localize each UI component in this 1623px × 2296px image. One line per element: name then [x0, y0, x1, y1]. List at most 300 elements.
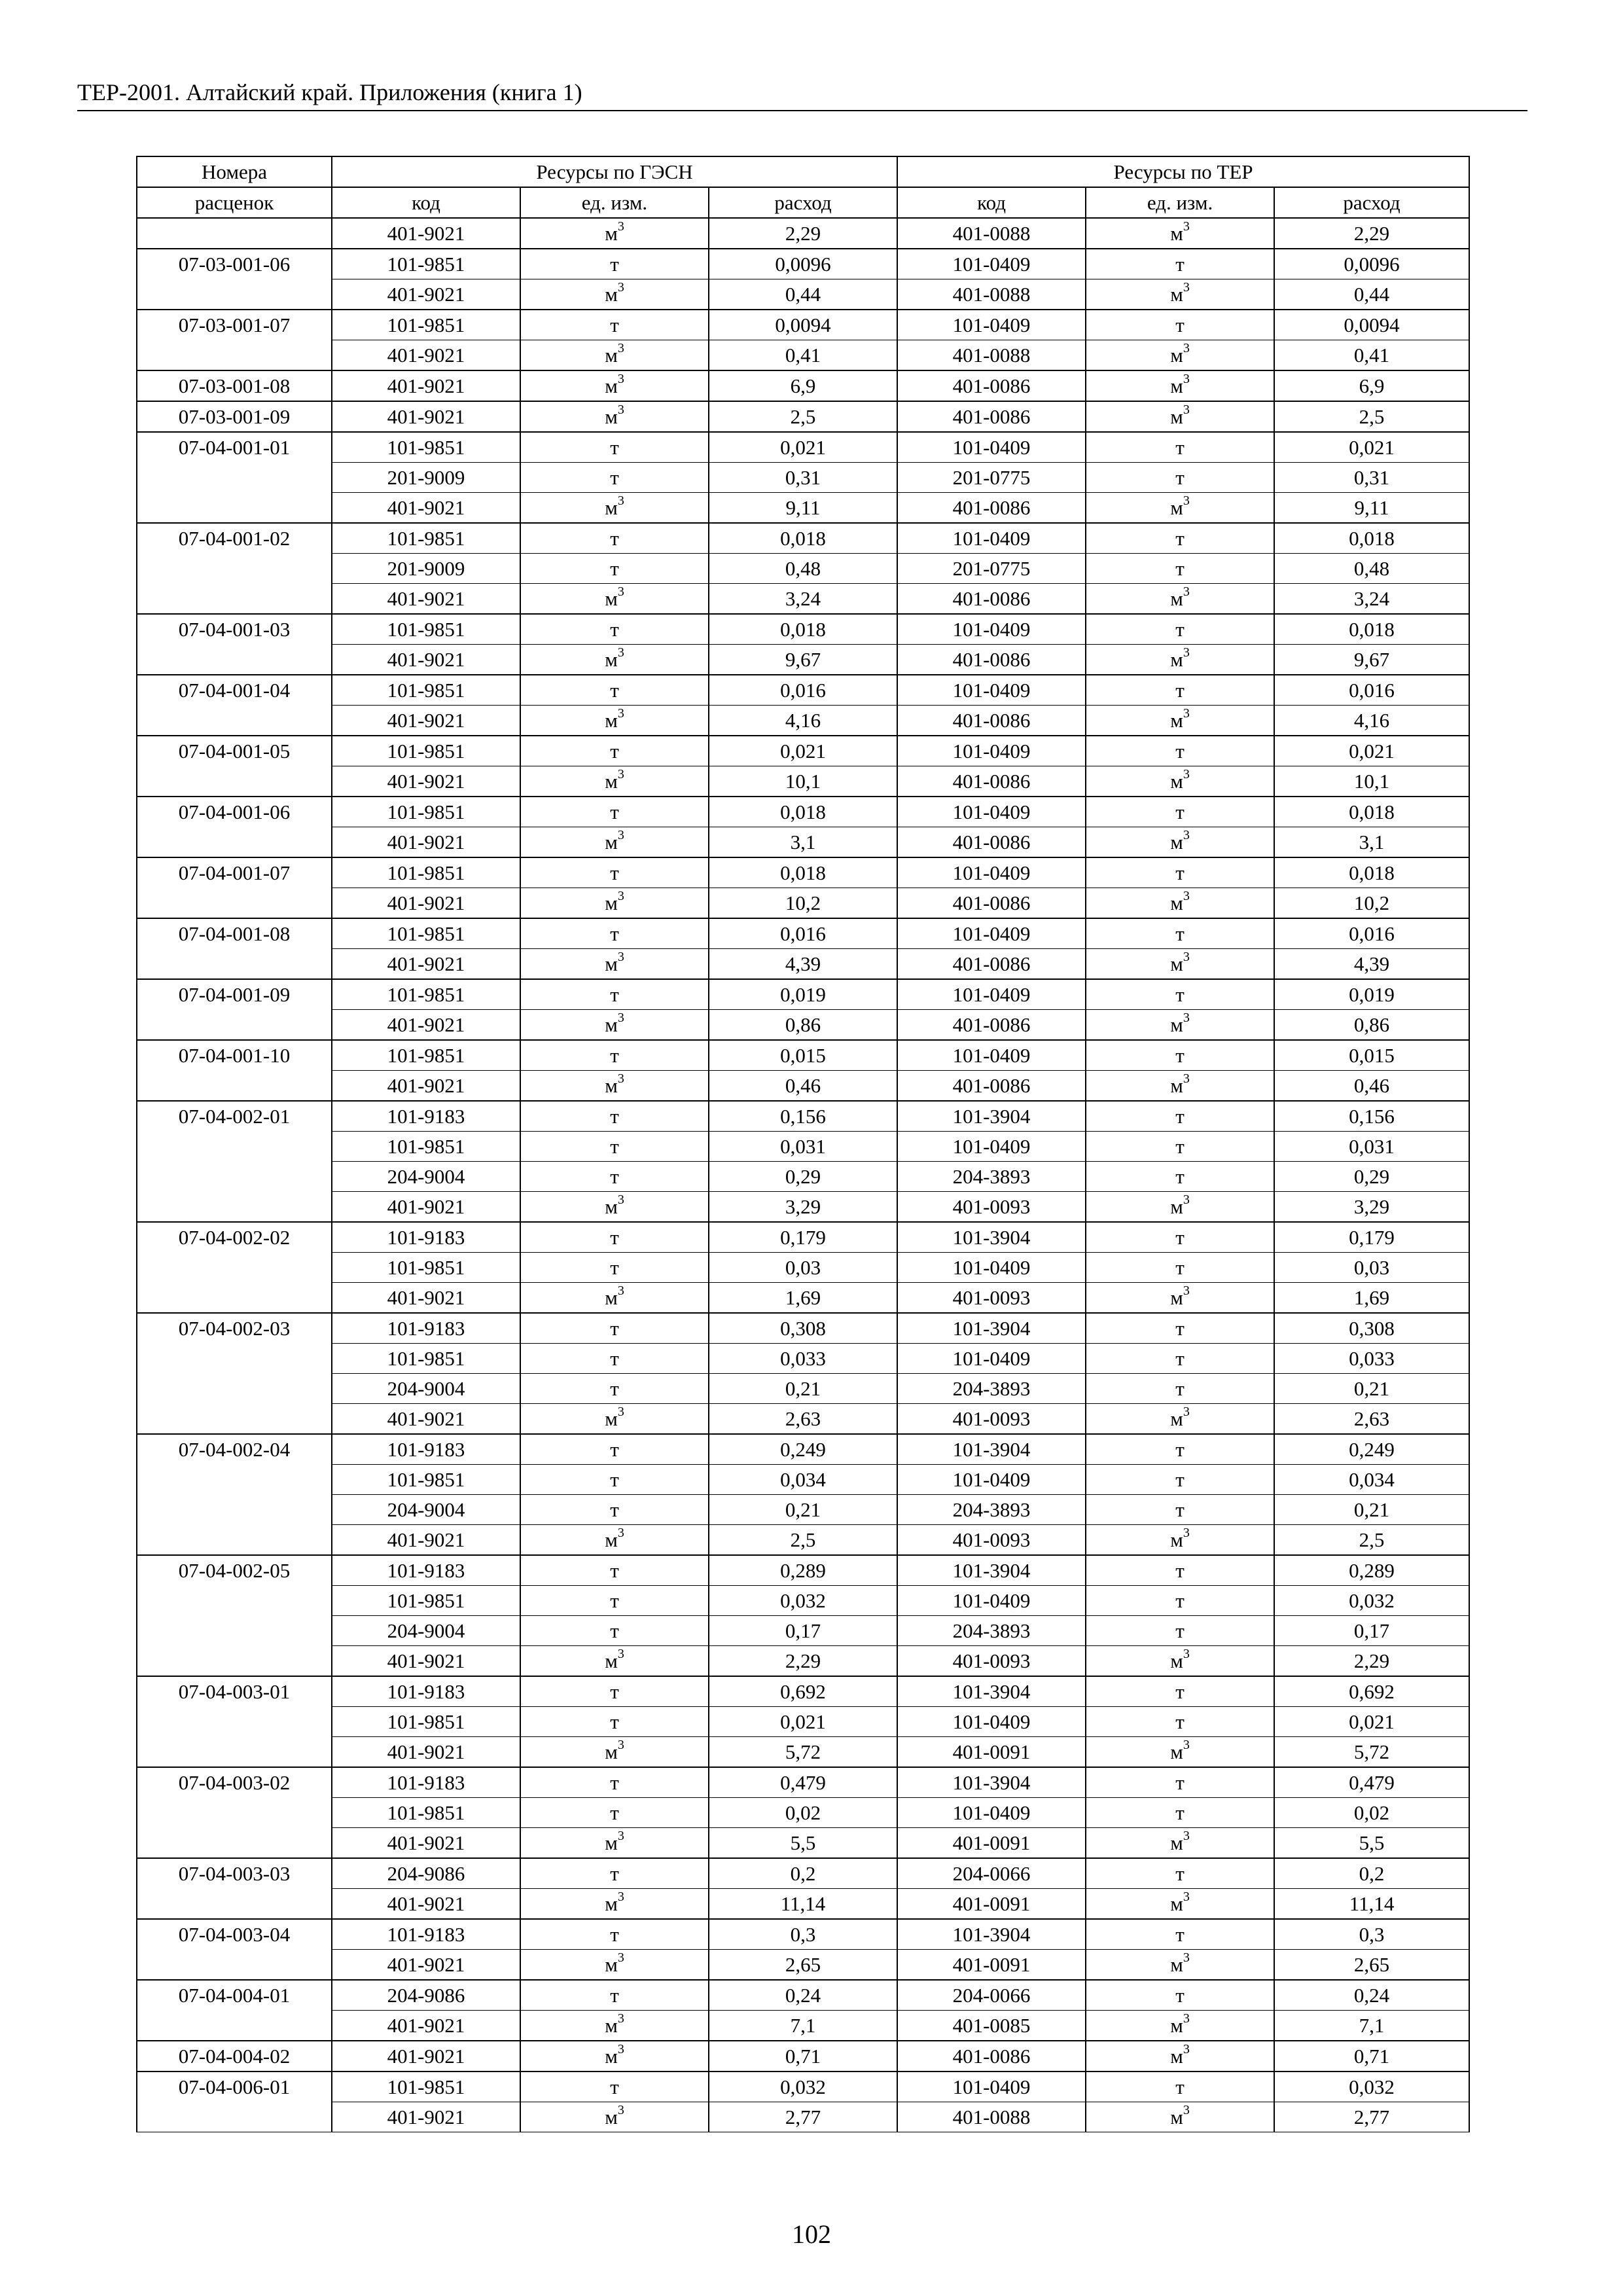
ter-code: 401-0093 — [897, 1192, 1086, 1223]
gesn-code: 204-9086 — [332, 1858, 520, 1889]
ter-code: 401-0086 — [897, 2041, 1086, 2072]
gesn-code: 101-9851 — [332, 1586, 520, 1616]
ter-amount: 10,2 — [1274, 888, 1469, 919]
ter-unit: $м^3$ — [1086, 218, 1274, 249]
gesn-code: 101-9851 — [332, 918, 520, 949]
exponent: 3 — [617, 2011, 624, 2026]
gesn-code: 101-9851 — [332, 1707, 520, 1737]
ter-code: 101-0409 — [897, 1465, 1086, 1495]
ter-code: 101-3904 — [897, 1555, 1086, 1586]
gesn-amount: 0,86 — [709, 1010, 897, 1041]
ter-amount: 10,1 — [1274, 766, 1469, 797]
gesn-amount: 0,308 — [709, 1313, 897, 1344]
exponent: 3 — [1183, 827, 1190, 842]
rate-number: 07-04-001-10 — [137, 1040, 332, 1101]
gesn-unit: т — [520, 1465, 709, 1495]
ter-amount: 7,1 — [1274, 2011, 1469, 2041]
gesn-unit: $м^3$ — [520, 766, 709, 797]
gesn-amount: 9,11 — [709, 493, 897, 524]
gesn-unit: т — [520, 523, 709, 554]
gesn-unit: т — [520, 249, 709, 279]
ter-amount: 0,021 — [1274, 736, 1469, 766]
gesn-amount: 0,034 — [709, 1465, 897, 1495]
ter-unit: т — [1086, 675, 1274, 706]
ter-unit: т — [1086, 2072, 1274, 2102]
ter-amount: 0,018 — [1274, 523, 1469, 554]
gesn-amount: 0,016 — [709, 918, 897, 949]
exponent: 3 — [1183, 2041, 1190, 2056]
gesn-amount: 0,019 — [709, 979, 897, 1010]
ter-unit: $м^3$ — [1086, 706, 1274, 736]
gesn-unit: т — [520, 463, 709, 493]
ter-code: 401-0086 — [897, 706, 1086, 736]
exponent: 3 — [1183, 1828, 1190, 1843]
ter-unit: т — [1086, 1555, 1274, 1586]
ter-amount: 0,289 — [1274, 1555, 1469, 1586]
rate-number: 07-03-001-06 — [137, 249, 332, 310]
table-row — [137, 340, 1469, 371]
table-row — [137, 736, 1469, 766]
exponent: 3 — [617, 1525, 624, 1540]
gesn-unit: т — [520, 1858, 709, 1889]
gesn-unit: т — [520, 554, 709, 584]
table-row — [137, 1313, 1469, 1344]
table-row — [137, 1344, 1469, 1374]
table-row — [137, 493, 1469, 524]
ter-amount: 2,29 — [1274, 218, 1469, 249]
gesn-code: 101-9851 — [332, 675, 520, 706]
ter-amount: 0,308 — [1274, 1313, 1469, 1344]
ter-amount: 0,179 — [1274, 1222, 1469, 1253]
ter-unit: т — [1086, 614, 1274, 645]
table-row — [137, 1707, 1469, 1737]
ter-amount: 0,018 — [1274, 797, 1469, 827]
gesn-code: 401-9021 — [332, 401, 520, 432]
ter-code: 204-3893 — [897, 1162, 1086, 1192]
gesn-amount: 0,21 — [709, 1495, 897, 1525]
exponent: 3 — [617, 645, 624, 660]
ter-unit: т — [1086, 1495, 1274, 1525]
gesn-unit: $м^3$ — [520, 2011, 709, 2041]
rate-number: 07-04-004-02 — [137, 2041, 332, 2072]
table-row — [137, 249, 1469, 279]
ter-amount: 5,72 — [1274, 1737, 1469, 1768]
resource-table — [136, 156, 1470, 2132]
ter-unit: $м^3$ — [1086, 2041, 1274, 2072]
gesn-unit: т — [520, 1676, 709, 1707]
ter-unit: $м^3$ — [1086, 1010, 1274, 1041]
table-row — [137, 1919, 1469, 1950]
ter-code: 401-0086 — [897, 827, 1086, 858]
gesn-code: 101-9183 — [332, 1101, 520, 1132]
ter-code: 401-0093 — [897, 1646, 1086, 1677]
rate-number: 07-03-001-08 — [137, 370, 332, 401]
ter-unit: т — [1086, 432, 1274, 463]
exponent: 3 — [617, 949, 624, 964]
gesn-code: 401-9021 — [332, 1192, 520, 1223]
ter-amount: 3,1 — [1274, 827, 1469, 858]
exponent: 3 — [617, 1646, 624, 1661]
ter-code: 401-0091 — [897, 1828, 1086, 1859]
table-row — [137, 1889, 1469, 1920]
rate-number: 07-04-001-09 — [137, 979, 332, 1040]
ter-code: 204-3893 — [897, 1495, 1086, 1525]
ter-unit: т — [1086, 1253, 1274, 1283]
ter-unit: $м^3$ — [1086, 888, 1274, 919]
ter-code: 101-0409 — [897, 614, 1086, 645]
ter-code: 401-0088 — [897, 2102, 1086, 2132]
rate-number: 07-04-003-01 — [137, 1676, 332, 1767]
table-row — [137, 310, 1469, 340]
gesn-amount: 0,02 — [709, 1798, 897, 1828]
table-row — [137, 1101, 1469, 1132]
gesn-amount: 10,2 — [709, 888, 897, 919]
ter-amount: 2,5 — [1274, 1525, 1469, 1556]
table-row — [137, 1980, 1469, 2011]
ter-amount: 0,44 — [1274, 279, 1469, 310]
ter-code: 204-3893 — [897, 1616, 1086, 1646]
ter-code: 401-0086 — [897, 1010, 1086, 1041]
ter-unit: $м^3$ — [1086, 2011, 1274, 2041]
ter-unit: $м^3$ — [1086, 401, 1274, 432]
ter-amount: 9,11 — [1274, 493, 1469, 524]
table-row — [137, 1858, 1469, 1889]
gesn-unit: т — [520, 1798, 709, 1828]
ter-code: 401-0085 — [897, 2011, 1086, 2041]
ter-amount: 2,65 — [1274, 1950, 1469, 1981]
exponent: 3 — [617, 766, 624, 781]
rate-number: 07-04-001-08 — [137, 918, 332, 979]
exponent: 3 — [1183, 706, 1190, 721]
gesn-code: 101-9851 — [332, 857, 520, 888]
table-row — [137, 797, 1469, 827]
gesn-code: 101-9851 — [332, 1465, 520, 1495]
table-row — [137, 645, 1469, 675]
exponent: 3 — [1183, 1010, 1190, 1025]
gesn-code: 101-9183 — [332, 1434, 520, 1465]
ter-amount: 0,019 — [1274, 979, 1469, 1010]
table-row — [137, 370, 1469, 401]
header-gesn-group: Ресурсы по ГЭСН — [332, 156, 897, 187]
ter-code: 401-0091 — [897, 1950, 1086, 1981]
ter-amount: 0,29 — [1274, 1162, 1469, 1192]
gesn-code: 204-9004 — [332, 1616, 520, 1646]
header-gesn-code: код — [332, 187, 520, 218]
table-row — [137, 857, 1469, 888]
rate-number: 07-04-001-07 — [137, 857, 332, 918]
exponent: 3 — [617, 2041, 624, 2056]
table-row — [137, 1586, 1469, 1616]
exponent: 3 — [1183, 1737, 1190, 1752]
table-row — [137, 1434, 1469, 1465]
ter-unit: т — [1086, 857, 1274, 888]
ter-unit: т — [1086, 1676, 1274, 1707]
ter-unit: $м^3$ — [1086, 827, 1274, 858]
table-row — [137, 1283, 1469, 1314]
rate-number: 07-04-002-01 — [137, 1101, 332, 1222]
gesn-code: 204-9004 — [332, 1162, 520, 1192]
ter-unit: т — [1086, 463, 1274, 493]
ter-code: 401-0086 — [897, 1071, 1086, 1102]
table-row — [137, 675, 1469, 706]
rate-number: 07-04-006-01 — [137, 2072, 332, 2132]
exponent: 3 — [1183, 1646, 1190, 1661]
table-row — [137, 463, 1469, 493]
ter-unit: т — [1086, 1858, 1274, 1889]
ter-amount: 0,03 — [1274, 1253, 1469, 1283]
gesn-unit: т — [520, 1132, 709, 1162]
gesn-unit: $м^3$ — [520, 888, 709, 919]
ter-code: 101-0409 — [897, 857, 1086, 888]
ter-unit: т — [1086, 918, 1274, 949]
gesn-unit: $м^3$ — [520, 827, 709, 858]
ter-code: 401-0086 — [897, 401, 1086, 432]
ter-code: 101-0409 — [897, 797, 1086, 827]
ter-code: 101-0409 — [897, 1586, 1086, 1616]
gesn-code: 401-9021 — [332, 1737, 520, 1768]
ter-unit: т — [1086, 1616, 1274, 1646]
gesn-amount: 0,031 — [709, 1132, 897, 1162]
table-row — [137, 432, 1469, 463]
ter-code: 101-0409 — [897, 1253, 1086, 1283]
ter-code: 401-0093 — [897, 1283, 1086, 1314]
gesn-amount: 2,5 — [709, 1525, 897, 1556]
exponent: 3 — [617, 1283, 624, 1298]
table-row — [137, 1616, 1469, 1646]
gesn-amount: 0,016 — [709, 675, 897, 706]
gesn-amount: 0,2 — [709, 1858, 897, 1889]
ter-amount: 2,5 — [1274, 401, 1469, 432]
ter-amount: 0,0094 — [1274, 310, 1469, 340]
ter-unit: $м^3$ — [1086, 2102, 1274, 2132]
ter-amount: 3,29 — [1274, 1192, 1469, 1223]
gesn-code: 204-9004 — [332, 1495, 520, 1525]
gesn-unit: т — [520, 675, 709, 706]
table-row — [137, 584, 1469, 615]
ter-unit: т — [1086, 1040, 1274, 1071]
ter-unit: т — [1086, 523, 1274, 554]
gesn-code: 101-9851 — [332, 1040, 520, 1071]
gesn-unit: $м^3$ — [520, 1737, 709, 1768]
ter-amount: 0,249 — [1274, 1434, 1469, 1465]
ter-code: 101-0409 — [897, 249, 1086, 279]
ter-code: 101-3904 — [897, 1222, 1086, 1253]
gesn-amount: 0,3 — [709, 1919, 897, 1950]
gesn-unit: т — [520, 1555, 709, 1586]
ter-amount: 2,63 — [1274, 1404, 1469, 1435]
ter-code: 101-0409 — [897, 523, 1086, 554]
gesn-unit: $м^3$ — [520, 1010, 709, 1041]
table-row — [137, 218, 1469, 249]
gesn-code: 101-9851 — [332, 979, 520, 1010]
gesn-amount: 0,032 — [709, 1586, 897, 1616]
gesn-amount: 5,5 — [709, 1828, 897, 1859]
ter-unit: $м^3$ — [1086, 645, 1274, 675]
ter-amount: 0,2 — [1274, 1858, 1469, 1889]
gesn-code: 101-9851 — [332, 2072, 520, 2102]
exponent: 3 — [617, 584, 624, 599]
ter-amount: 0,016 — [1274, 918, 1469, 949]
ter-amount: 9,67 — [1274, 645, 1469, 675]
table-row — [137, 1950, 1469, 1981]
ter-amount: 0,24 — [1274, 1980, 1469, 2011]
header-title: ТЕР-2001. Алтайский край. Приложения (книга 1) — [77, 79, 582, 105]
gesn-amount: 0,018 — [709, 523, 897, 554]
ter-code: 101-0409 — [897, 1798, 1086, 1828]
gesn-unit: т — [520, 1313, 709, 1344]
gesn-amount: 0,24 — [709, 1980, 897, 2011]
rate-number: 07-03-001-07 — [137, 310, 332, 370]
gesn-amount: 4,16 — [709, 706, 897, 736]
ter-unit: т — [1086, 736, 1274, 766]
ter-amount: 5,5 — [1274, 1828, 1469, 1859]
ter-code: 101-0409 — [897, 918, 1086, 949]
rate-number: 07-04-001-03 — [137, 614, 332, 675]
table-row — [137, 1253, 1469, 1283]
gesn-unit: $м^3$ — [520, 1404, 709, 1435]
gesn-code: 401-9021 — [332, 706, 520, 736]
ter-code: 401-0093 — [897, 1525, 1086, 1556]
ter-code: 401-0086 — [897, 493, 1086, 524]
header-gesn-amount: расход — [709, 187, 897, 218]
gesn-code: 101-9851 — [332, 523, 520, 554]
gesn-amount: 0,17 — [709, 1616, 897, 1646]
ter-code: 101-0409 — [897, 1344, 1086, 1374]
gesn-amount: 0,44 — [709, 279, 897, 310]
rate-number: 07-04-003-03 — [137, 1858, 332, 1919]
exponent: 3 — [1183, 1404, 1190, 1419]
ter-unit: $м^3$ — [1086, 279, 1274, 310]
ter-code: 401-0091 — [897, 1889, 1086, 1920]
gesn-unit: т — [520, 1919, 709, 1950]
rate-number: 07-04-002-02 — [137, 1222, 332, 1313]
gesn-unit: $м^3$ — [520, 1646, 709, 1677]
gesn-amount: 5,72 — [709, 1737, 897, 1768]
ter-amount: 0,021 — [1274, 432, 1469, 463]
exponent: 3 — [617, 1192, 624, 1207]
table-row — [137, 979, 1469, 1010]
ter-amount: 0,02 — [1274, 1798, 1469, 1828]
header-rates-top: Номера — [137, 156, 332, 187]
gesn-unit: т — [520, 614, 709, 645]
exponent: 3 — [1183, 1889, 1190, 1904]
ter-unit: $м^3$ — [1086, 493, 1274, 524]
table-row — [137, 1798, 1469, 1828]
gesn-unit: т — [520, 432, 709, 463]
exponent: 3 — [1183, 1950, 1190, 1965]
ter-amount: 0,032 — [1274, 1586, 1469, 1616]
gesn-amount: 0,032 — [709, 2072, 897, 2102]
gesn-unit: $м^3$ — [520, 340, 709, 371]
table-row — [137, 1767, 1469, 1798]
ter-amount: 0,034 — [1274, 1465, 1469, 1495]
gesn-unit: $м^3$ — [520, 645, 709, 675]
ter-unit: $м^3$ — [1086, 1828, 1274, 1859]
exponent: 3 — [1183, 219, 1190, 234]
ter-unit: т — [1086, 1162, 1274, 1192]
table-row — [137, 1222, 1469, 1253]
gesn-amount: 3,29 — [709, 1192, 897, 1223]
ter-code: 401-0093 — [897, 1404, 1086, 1435]
exponent: 3 — [1183, 2011, 1190, 2026]
gesn-amount: 1,69 — [709, 1283, 897, 1314]
gesn-amount: 0,018 — [709, 614, 897, 645]
gesn-amount: 0,479 — [709, 1767, 897, 1798]
gesn-code: 101-9183 — [332, 1919, 520, 1950]
exponent: 3 — [1183, 888, 1190, 903]
gesn-unit: $м^3$ — [520, 2102, 709, 2132]
ter-amount: 0,21 — [1274, 1495, 1469, 1525]
ter-code: 401-0086 — [897, 584, 1086, 615]
ter-code: 101-0409 — [897, 1132, 1086, 1162]
gesn-code: 101-9851 — [332, 797, 520, 827]
ter-amount: 4,39 — [1274, 949, 1469, 980]
gesn-unit: $м^3$ — [520, 279, 709, 310]
rate-number: 07-04-002-04 — [137, 1434, 332, 1555]
exponent: 3 — [1183, 1525, 1190, 1540]
ter-amount: 0,71 — [1274, 2041, 1469, 2072]
ter-amount: 0,48 — [1274, 554, 1469, 584]
gesn-code: 401-9021 — [332, 1525, 520, 1556]
gesn-amount: 3,1 — [709, 827, 897, 858]
table-row — [137, 706, 1469, 736]
header-rates-bottom: расценок — [137, 187, 332, 218]
ter-amount: 6,9 — [1274, 370, 1469, 401]
exponent: 3 — [617, 402, 624, 417]
exponent: 3 — [1183, 493, 1190, 508]
table-header — [137, 156, 1469, 218]
ter-code: 101-3904 — [897, 1676, 1086, 1707]
gesn-code: 101-9851 — [332, 310, 520, 340]
ter-unit: т — [1086, 1586, 1274, 1616]
ter-unit: т — [1086, 1798, 1274, 1828]
gesn-unit: т — [520, 1434, 709, 1465]
rate-number: 07-04-002-03 — [137, 1313, 332, 1434]
exponent: 3 — [617, 1828, 624, 1843]
gesn-unit: т — [520, 2072, 709, 2102]
gesn-unit: т — [520, 1495, 709, 1525]
gesn-unit: т — [520, 1222, 709, 1253]
gesn-unit: $м^3$ — [520, 2041, 709, 2072]
gesn-unit: $м^3$ — [520, 1828, 709, 1859]
gesn-unit: $м^3$ — [520, 218, 709, 249]
ter-amount: 2,29 — [1274, 1646, 1469, 1677]
exponent: 3 — [1183, 1071, 1190, 1086]
ter-unit: т — [1086, 310, 1274, 340]
gesn-unit: $м^3$ — [520, 706, 709, 736]
ter-unit: $м^3$ — [1086, 1737, 1274, 1768]
header-ter-unit: ед. изм. — [1086, 187, 1274, 218]
table-row — [137, 1555, 1469, 1586]
table-row — [137, 1162, 1469, 1192]
gesn-unit: $м^3$ — [520, 370, 709, 401]
page-number: 102 — [792, 2219, 831, 2249]
gesn-unit: $м^3$ — [520, 949, 709, 980]
ter-amount: 0,3 — [1274, 1919, 1469, 1950]
ter-code: 204-3893 — [897, 1374, 1086, 1404]
ter-unit: т — [1086, 1767, 1274, 1798]
header-gesn-unit: ед. изм. — [520, 187, 709, 218]
ter-unit: т — [1086, 1132, 1274, 1162]
gesn-code: 401-9021 — [332, 1828, 520, 1859]
exponent: 3 — [617, 1950, 624, 1965]
ter-code: 101-0409 — [897, 2072, 1086, 2102]
table-row — [137, 1676, 1469, 1707]
gesn-code: 101-9851 — [332, 1344, 520, 1374]
gesn-code: 101-9183 — [332, 1222, 520, 1253]
table-row — [137, 1465, 1469, 1495]
gesn-code: 401-9021 — [332, 370, 520, 401]
